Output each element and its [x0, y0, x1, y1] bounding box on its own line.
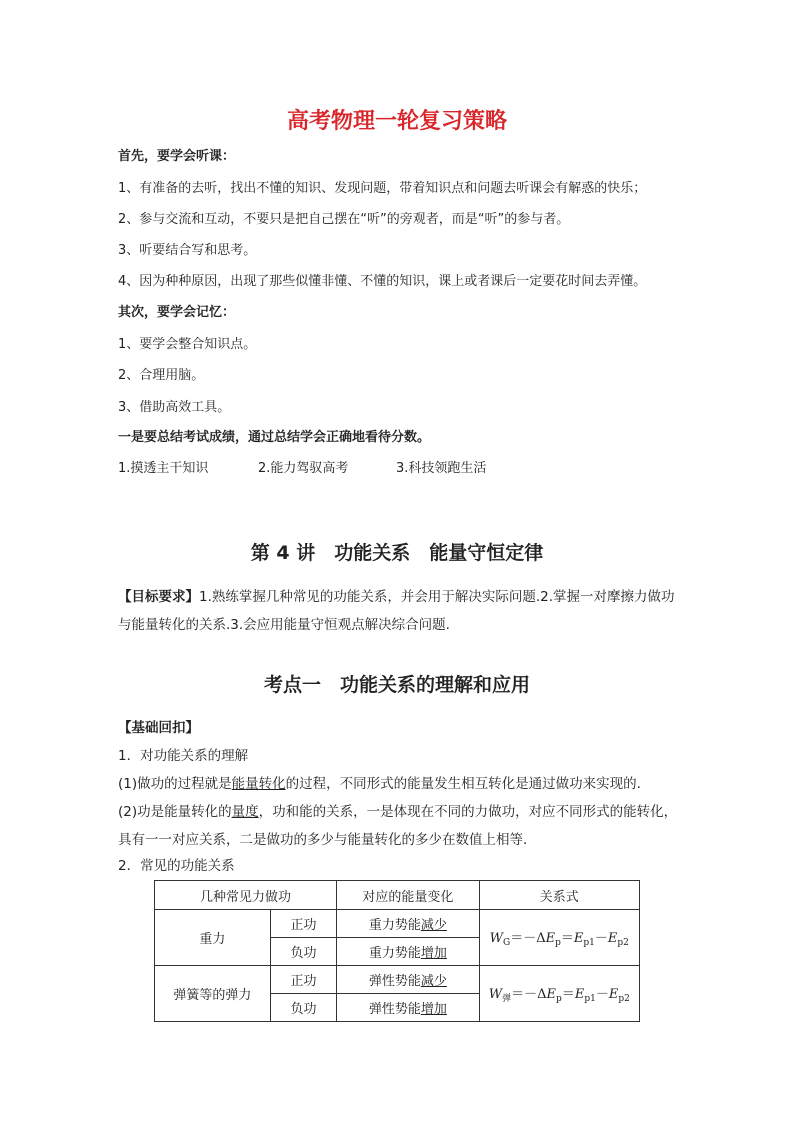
- work-type-cell: 负功: [270, 938, 336, 966]
- section-1-para-1: [118, 770, 641, 799]
- formula-symbol: W: [489, 931, 504, 946]
- section-1-para-2: [118, 798, 677, 827]
- formula-op: ＝－Δ: [510, 931, 546, 946]
- formula-sub: p2: [617, 938, 629, 948]
- energy-change-cell: [337, 966, 479, 994]
- formula-symbol: E: [607, 931, 618, 946]
- point-title: 考点一 功能关系的理解和应用: [263, 674, 530, 696]
- goal-line-2: 与能量转化的关系.3.会应用能量守恒观点解决综合问题.: [118, 617, 450, 633]
- summary-item: 3.科技领跑生活: [396, 461, 487, 476]
- text-run: (1)做功的过程就是: [118, 776, 232, 792]
- text-run: ，功和能的关系，一是体现在不同的力做功，对应不同形式的能转化，: [258, 804, 678, 820]
- energy-change-cell: [337, 938, 479, 966]
- summary-item: 2.能力驾驭高考: [258, 461, 349, 476]
- formula-sub: p2: [618, 994, 630, 1004]
- work-type-cell: 正功: [270, 910, 336, 938]
- force-cell: 重力: [155, 910, 271, 966]
- formula-op: －: [594, 931, 608, 946]
- page-title: 高考物理一轮复习策略: [286, 109, 507, 134]
- text-run: 重力势能: [368, 946, 421, 961]
- energy-change-cell: [337, 910, 479, 938]
- text-run: 弹性势能: [368, 1002, 421, 1017]
- memory-item: 3、借助高效工具。: [118, 400, 231, 415]
- table-header: 关系式: [479, 881, 639, 910]
- text-run: (2)功是能量转化的: [118, 804, 232, 820]
- listen-heading: 首先，要学会听课：: [118, 149, 236, 164]
- text-run: 弹性势能: [368, 974, 421, 989]
- formula-op: ＝－Δ: [511, 987, 547, 1002]
- lecture-title: 第 4 讲 功能关系 能量守恒定律: [250, 542, 544, 564]
- force-cell: 弹簧等的弹力: [155, 966, 271, 1022]
- memory-heading: 其次，要学会记忆：: [118, 305, 236, 320]
- underlined-term: 量度: [231, 804, 259, 820]
- basics-label: 【基础回扣】: [118, 720, 199, 736]
- formula-sub: p1: [584, 994, 596, 1004]
- underlined-term: 增加: [420, 1002, 447, 1017]
- table-header-row: [155, 881, 640, 910]
- formula-sub: p: [555, 938, 561, 948]
- formula-symbol: W: [488, 987, 503, 1002]
- memory-item: 2、合理用脑。: [118, 368, 205, 383]
- section-1-title: 1．对功能关系的理解: [118, 748, 249, 764]
- table-row: [155, 966, 640, 994]
- work-type-cell: 正功: [270, 966, 336, 994]
- formula-sub: G: [503, 938, 511, 948]
- summary-heading: 一是要总结考试成绩，通过总结学会正确地看待分数。: [118, 430, 431, 445]
- section-2-title: 2．常见的功能关系: [118, 858, 235, 874]
- formula-symbol: E: [574, 987, 585, 1002]
- underlined-term: 增加: [420, 946, 447, 961]
- underlined-term: 减少: [420, 974, 447, 989]
- work-type-cell: 负功: [270, 994, 336, 1022]
- listen-item: 3、听要结合写和思考。: [118, 243, 257, 258]
- listen-item: 4、因为种种原因，出现了那些似懂非懂、不懂的知识，课上或者课后一定要花时间去弄懂。: [118, 274, 647, 289]
- goal-line-1: [118, 583, 675, 612]
- formula-sub: 弹: [502, 994, 512, 1004]
- listen-item: 2、参与交流和互动，不要只是把自己摆在“听”的旁观者，而是“听”的参与者。: [118, 212, 570, 227]
- underlined-term: 减少: [420, 918, 447, 933]
- memory-item: 1、要学会整合知识点。: [118, 337, 257, 352]
- function-energy-table: [154, 880, 640, 1022]
- formula-symbol: E: [608, 987, 619, 1002]
- formula-sub: p1: [583, 938, 595, 948]
- summary-item: 1.摸透主干知识: [118, 461, 209, 476]
- formula-op: －: [595, 987, 609, 1002]
- listen-item: 1、有准备的去听，找出不懂的知识、发现问题，带着知识点和问题去听课会有解惑的快乐；: [118, 181, 647, 196]
- text-run: 的过程，不同形式的能量发生相互转化是通过做功来实现的.: [285, 776, 641, 792]
- table-header: 几种常见力做功: [155, 881, 337, 910]
- goal-label: 【目标要求】: [118, 589, 199, 605]
- formula-op: ＝: [560, 931, 574, 946]
- table-row: [155, 910, 640, 938]
- table-header: 对应的能量变化: [337, 881, 479, 910]
- formula-cell: [479, 966, 639, 1022]
- underlined-term: 能量转化: [231, 776, 286, 792]
- energy-change-cell: [337, 994, 479, 1022]
- formula-symbol: E: [545, 931, 556, 946]
- formula-cell: [479, 910, 639, 966]
- formula-sub: p: [556, 994, 562, 1004]
- section-1-para-3: 具有一一对应关系，二是做功的多少与能量转化的多少在数值上相等.: [118, 832, 528, 848]
- text-run: 重力势能: [368, 918, 421, 933]
- formula-symbol: E: [573, 931, 584, 946]
- formula-op: ＝: [561, 987, 575, 1002]
- goal-text-1: 1.熟练掌握几种常见的功能关系，并会用于解决实际问题.2.掌握一对摩擦力做功: [199, 589, 675, 605]
- formula-symbol: E: [546, 987, 557, 1002]
